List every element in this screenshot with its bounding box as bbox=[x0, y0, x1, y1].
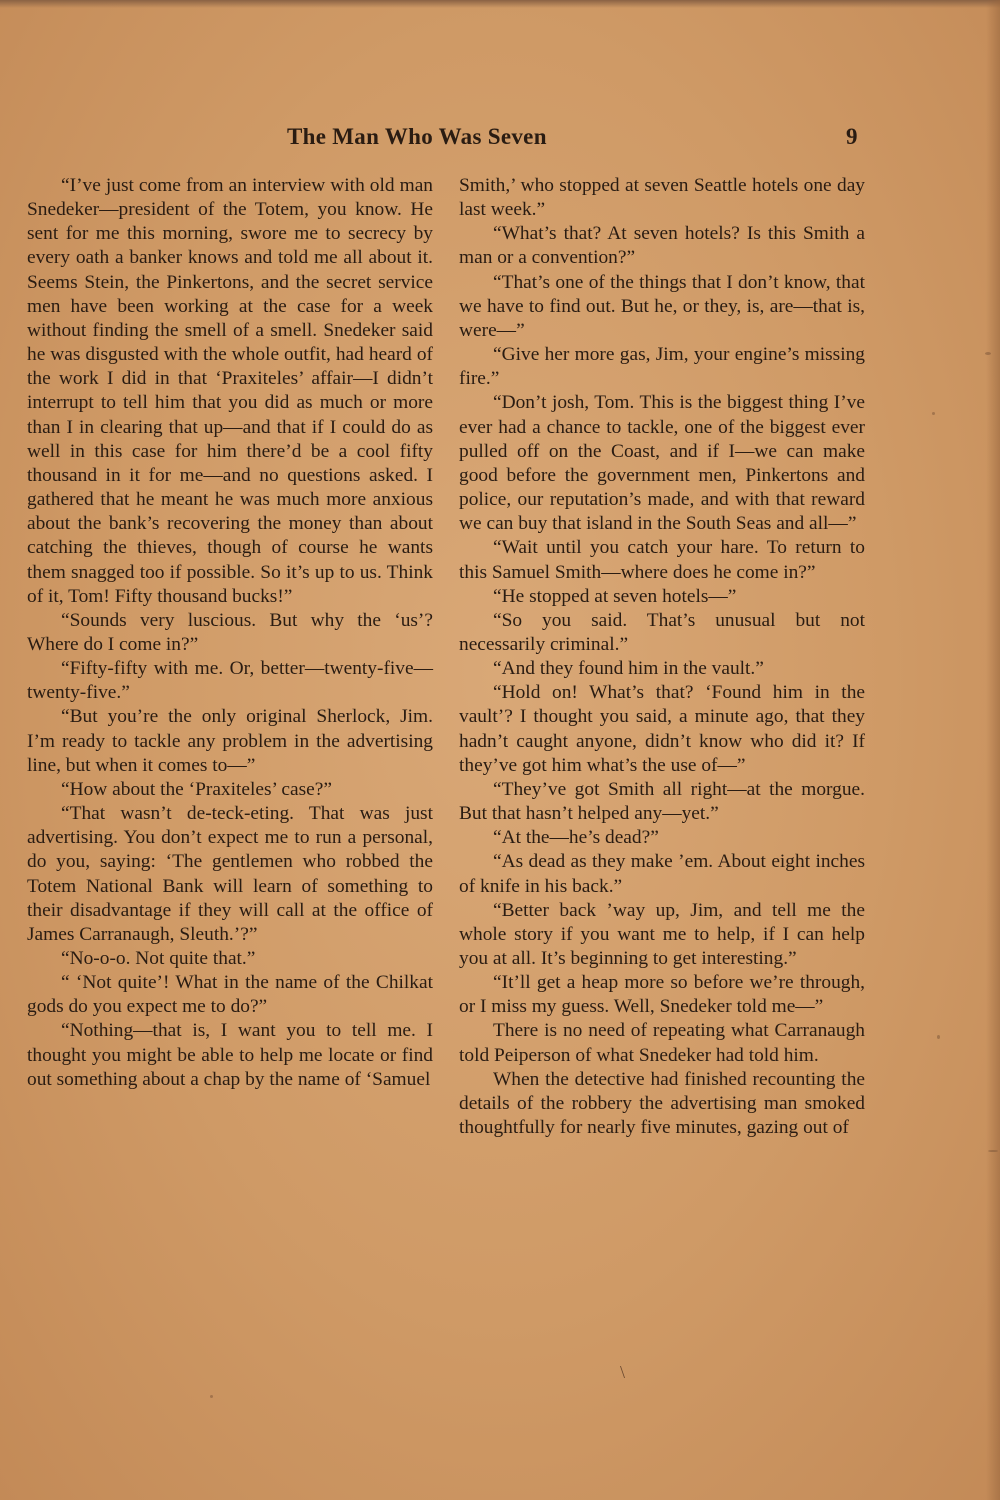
paper-speck bbox=[210, 1395, 213, 1398]
paragraph: “Sounds very luscious. But why the ‘us’? Where do I come in?” bbox=[27, 609, 433, 655]
paragraph-continued: Smith,’ who stopped at seven Seattle hotels one day last week.” bbox=[459, 175, 865, 221]
paragraph: There is no need of repeating what Carranaugh told Peiperson of what Snedeker had told him. bbox=[459, 1020, 865, 1066]
paragraph: “But you’re the only original Sherlock, Jim. I’m ready to tackle any problem in the advertising line, but when it comes to—” bbox=[27, 706, 433, 776]
paper-speck bbox=[988, 1150, 998, 1152]
page-top-edge bbox=[0, 0, 1000, 8]
paragraph: “ ‘Not quite’! What in the name of the Chilkat gods do you expect me to do?” bbox=[27, 972, 433, 1018]
paragraph: “Give her more gas, Jim, your engine’s missing fire.” bbox=[459, 344, 865, 390]
paragraph: “Nothing—that is, I want you to tell me. I thought you might be able to help me locate or find out something about a chap by the name of ‘Samuel bbox=[27, 1020, 433, 1090]
running-header bbox=[0, 124, 1000, 158]
paragraph: “Hold on! What’s that? ‘Found him in the vault’? I thought you said, a minute ago, that they hadn’t caught anyone, didn’t know who did it? If they’ve got him what’s the use of—” bbox=[459, 682, 865, 776]
paper-speck bbox=[985, 352, 991, 355]
page-right-edge bbox=[986, 0, 1000, 1500]
paragraph: “What’s that? At seven hotels? Is this Smith a man or a convention?” bbox=[459, 223, 865, 269]
paragraph: “Don’t josh, Tom. This is the biggest thing I’ve ever had a chance to tackle, one of the biggest ever pulled off on the Coast, and if I—we can make good before the government men, Pinkertons and police, our reputation’s made, and with that reward we can buy that island in the South Seas and all—” bbox=[459, 392, 865, 535]
paragraph: “He stopped at seven hotels—” bbox=[493, 585, 737, 607]
paragraph: “I’ve just come from an interview with old man Snedeker—president of the Totem, you know. He sent for me this morning, swore me to secrecy by every oath a banker knows and told me all about it. Seems Stein, the Pinkertons, and the secret service men have been working at the case for a week without finding the smell of a smell. Snedeker said he was disgusted with the whole outfit, had heard of the work I did in that ‘Praxiteles’ affair—I didn’t interrupt to tell him that you did as much or more than I in clearing that up—and that if I could do as well in this case for him there’d be a cool fifty thousand in it for me—and no questions asked. I gathered that he meant he was much more anxious about the bank’s recovering the money than about catching the thieves, though of course he wants them snagged too if possible. So it’s up to us. Think of it, Tom! Fifty thousand bucks!” bbox=[27, 175, 433, 607]
paragraph: “At the—he’s dead?” bbox=[493, 827, 659, 849]
paragraph: “They’ve got Smith all right—at the morgue. But that hasn’t helped any—yet.” bbox=[459, 778, 865, 825]
running-title: The Man Who Was Seven bbox=[287, 124, 547, 149]
paragraph: “It’ll get a heap more so before we’re through, or I miss my guess. Well, Snedeker told me—” bbox=[459, 972, 865, 1018]
paper-speck bbox=[932, 412, 935, 415]
right-column bbox=[459, 174, 865, 1140]
paragraph: “Wait until you catch your hare. To return to this Samuel Smith—where does he come in?” bbox=[459, 537, 865, 583]
paragraph: “How about the ‘Praxiteles’ case?” bbox=[61, 778, 332, 800]
paper-speck bbox=[937, 1035, 940, 1039]
page-number: 9 bbox=[846, 124, 858, 149]
paragraph: “Fifty-fifty with me. Or, better—twenty-five—twenty-five.” bbox=[27, 658, 433, 704]
paragraph: “That wasn’t de-teck-eting. That was just advertising. You don’t expect me to run a personal, do you, saying: ‘The gentlemen who robbed the Totem National Bank will learn of something to their disadvantage if they will call at the office of James Carranaugh, Sleuth.’?” bbox=[27, 803, 433, 945]
paragraph: “That’s one of the things that I don’t know, that we have to find out. But he, or they, is, are—that is, were—” bbox=[459, 271, 865, 341]
paragraph: When the detective had finished recounting the details of the robbery the advertising man smoked thoughtfully for nearly five minutes, gazing out of bbox=[459, 1068, 865, 1139]
footer-mark: \ bbox=[620, 1362, 626, 1382]
paragraph: “No-o-o. Not quite that.” bbox=[61, 948, 256, 969]
left-column bbox=[27, 174, 433, 1092]
paragraph: “Better back ’way up, Jim, and tell me the whole story if you want me to help, if I can help you at all. It’s beginning to get interesting.” bbox=[459, 899, 865, 969]
paragraph: “So you said. That’s unusual but not necessarily criminal.” bbox=[459, 609, 865, 655]
paragraph: “And they found him in the vault.” bbox=[493, 658, 764, 680]
paragraph: “As dead as they make ’em. About eight inches of knife in his back.” bbox=[459, 851, 865, 897]
